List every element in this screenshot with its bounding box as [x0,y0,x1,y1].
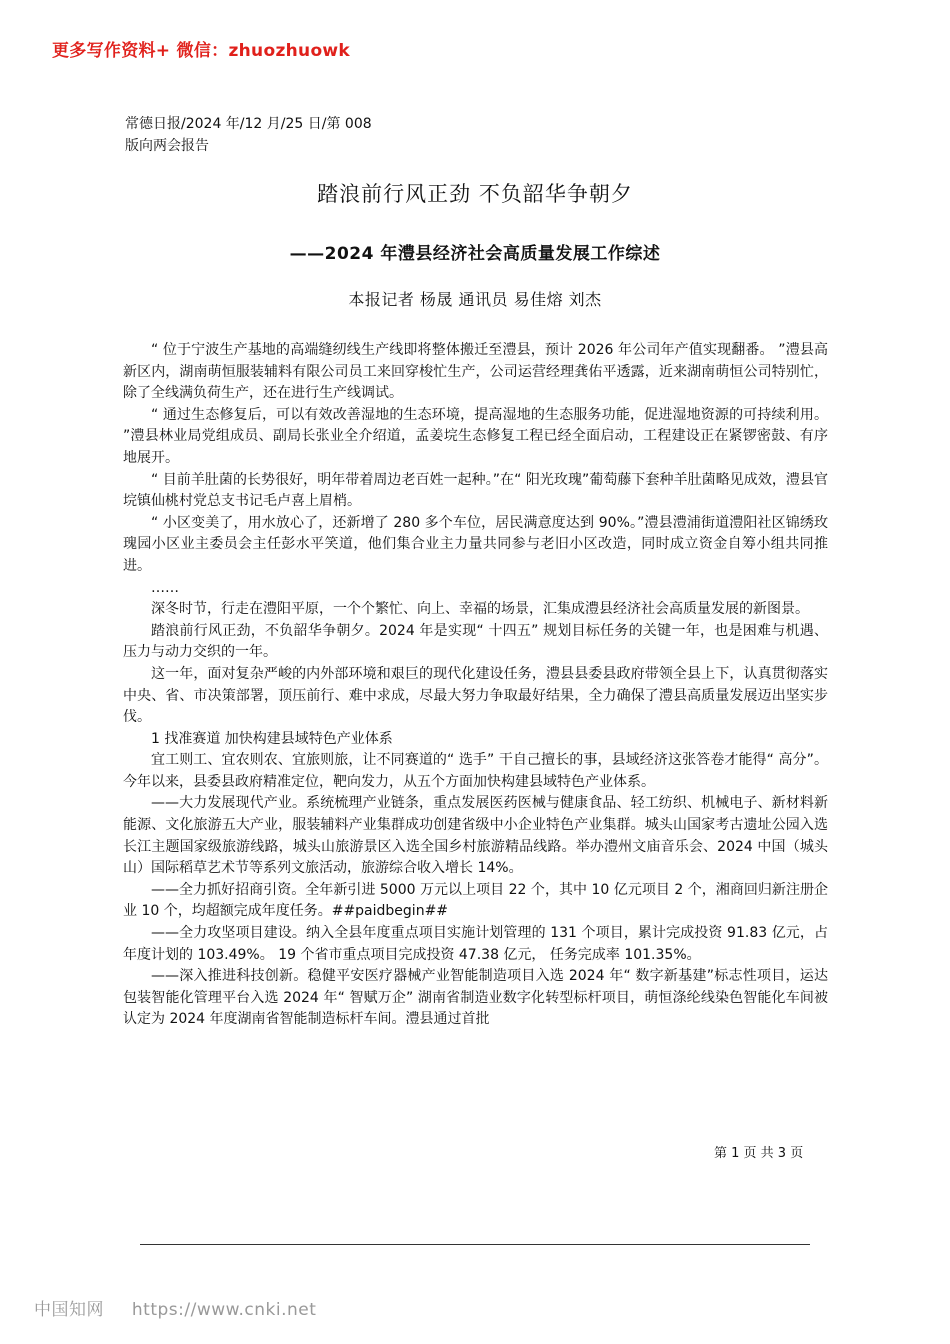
article-subtitle: ——2024 年澧县经济社会高质量发展工作综述 [289,244,661,264]
article-meta [125,113,372,157]
paragraph: “ 目前羊肚菌的长势很好，明年带着周边老百姓一起种。”在“ 阳光玫瑰”葡萄藤下套种羊肚菌略见成效，澧县官垸镇仙桃村党总支书记毛卢喜上眉梢。 [123,471,828,510]
section-heading: 1 找准赛道 加快构建县域特色产业体系 [151,730,393,747]
article-title: 踏浪前行风正劲 不负韶华争朝夕 [317,182,633,206]
promo-banner[interactable]: 更多写作资料+ 微信：zhuozhuowk [52,41,351,61]
paragraph: 深冬时节，行走在澧阳平原，一个个繁忙、向上、幸福的场景，汇集成澧县经济社会高质量发展的新图景。 [151,601,809,618]
footer-watermark [34,1295,338,1320]
paragraph: 这一年，面对复杂严峻的内外部环境和艰巨的现代化建设任务，澧县县委县政府带领全县上下，认真贯彻落实中央、省、市决策部署，顶压前行、难中求成，尽最大努力争取最好结果，全力确保了澧县高质量发展迈出坚实步伐。 [123,665,828,726]
paragraph: “ 通过生态修复后，可以有效改善湿地的生态环境，提高湿地的生态服务功能，促进湿地资源的可持续利用。 ”澧县林业局党组成员、副局长张业全介绍道，孟姜垸生态修复工程已经全面启动，工程建设正在紧锣密鼓、有序地展开。 [123,406,828,466]
source-line: 常德日报/2024 年/12 月/25 日/第 008 [125,116,372,132]
page-number: 第 1 页 共 3 页 [714,1146,804,1161]
site-name: 中国知网 [34,1300,104,1320]
paragraph: ——深入推进科技创新。稳健平安医疗器械产业智能制造项目入选 2024 年“ 数字新基建”标志性项目，运达包装智能化管理平台入选 2024 年“ 智赋万企” 湖南省制造业数字化转型标杆项目，萌恒涤纶线染色智能化车间被认定为 2024 年度湖南省智能制造标杆车间。澧县通过首批 [123,968,828,1028]
paragraph: 踏浪前行风正劲，不负韶华争朝夕。2024 年是实现“ 十四五” 规划目标任务的关键一年，也是困难与机遇、压力与动力交织的一年。 [123,622,828,661]
ellipsis: …… [151,579,179,596]
paragraph: ——全力抓好招商引资。全年新引进 5000 万元以上项目 22 个，其中 10 亿元项目 2 个，湘商回归新注册企业 10 个，均超额完成年度任务。##paidbegin## [123,881,828,920]
footer-divider [140,1244,810,1245]
paragraph: ——大力发展现代产业。系统梳理产业链条，重点发展医药医械与健康食品、轻工纺织、机械电子、新材料新能源、文化旅游五大产业，服装辅料产业集群成功创建省级中小企业特色产业集群。城头山国家考古遗址公园入选长江主题国家级旅游线路，城头山旅游景区入选全国乡村旅游精品线路。举办澧州文庙音乐会、2024 中国（城头山）国际稻草艺术节等系列文旅活动，旅游综合收入增长 14%。 [123,795,828,877]
paragraph: ——全力攻坚项目建设。纳入全县年度重点项目实施计划管理的 131 个项目，累计完成投资 91.83 亿元，占年度计划的 103.49%。 19 个省市重点项目完成投资 47.38 亿元， 任务完成率 101.35%。 [123,925,828,963]
column-line: 版向两会报告 [125,138,209,154]
paragraph: “ 位于宁波生产基地的高端缝纫线生产线即将整体搬迁至澧县，预计 2026 年公司年产值实现翻番。 ”澧县高新区内，湖南萌恒服装辅料有限公司员工来回穿梭忙生产，公司运营经理龚佑平透露，近来湖南萌恒公司特别忙，除了全线满负荷生产，还在进行生产线调试。 [123,342,828,402]
paragraph: “ 小区变美了，用水放心了，还新增了 280 多个车位，居民满意度达到 90%。”澧县澧浦街道澧阳社区锦绣玫瑰园小区业主委员会主任彭水平笑道，他们集合业主力量共同参与老旧小区改造，同时成立资金自筹小组共同推进。 [123,514,828,574]
article-byline: 本报记者 杨晟 通讯员 易佳熔 刘杰 [348,290,602,309]
article-body [123,340,828,1031]
paragraph: 宜工则工、宜农则农、宜旅则旅，让不同赛道的“ 选手” 干自己擅长的事，县域经济这张答卷才能得“ 高分”。今年以来，县委县政府精准定位，靶向发力，从五个方面加快构建县域特色产业体系。 [123,752,828,790]
site-url[interactable]: https://www.cnki.net [131,1300,317,1320]
